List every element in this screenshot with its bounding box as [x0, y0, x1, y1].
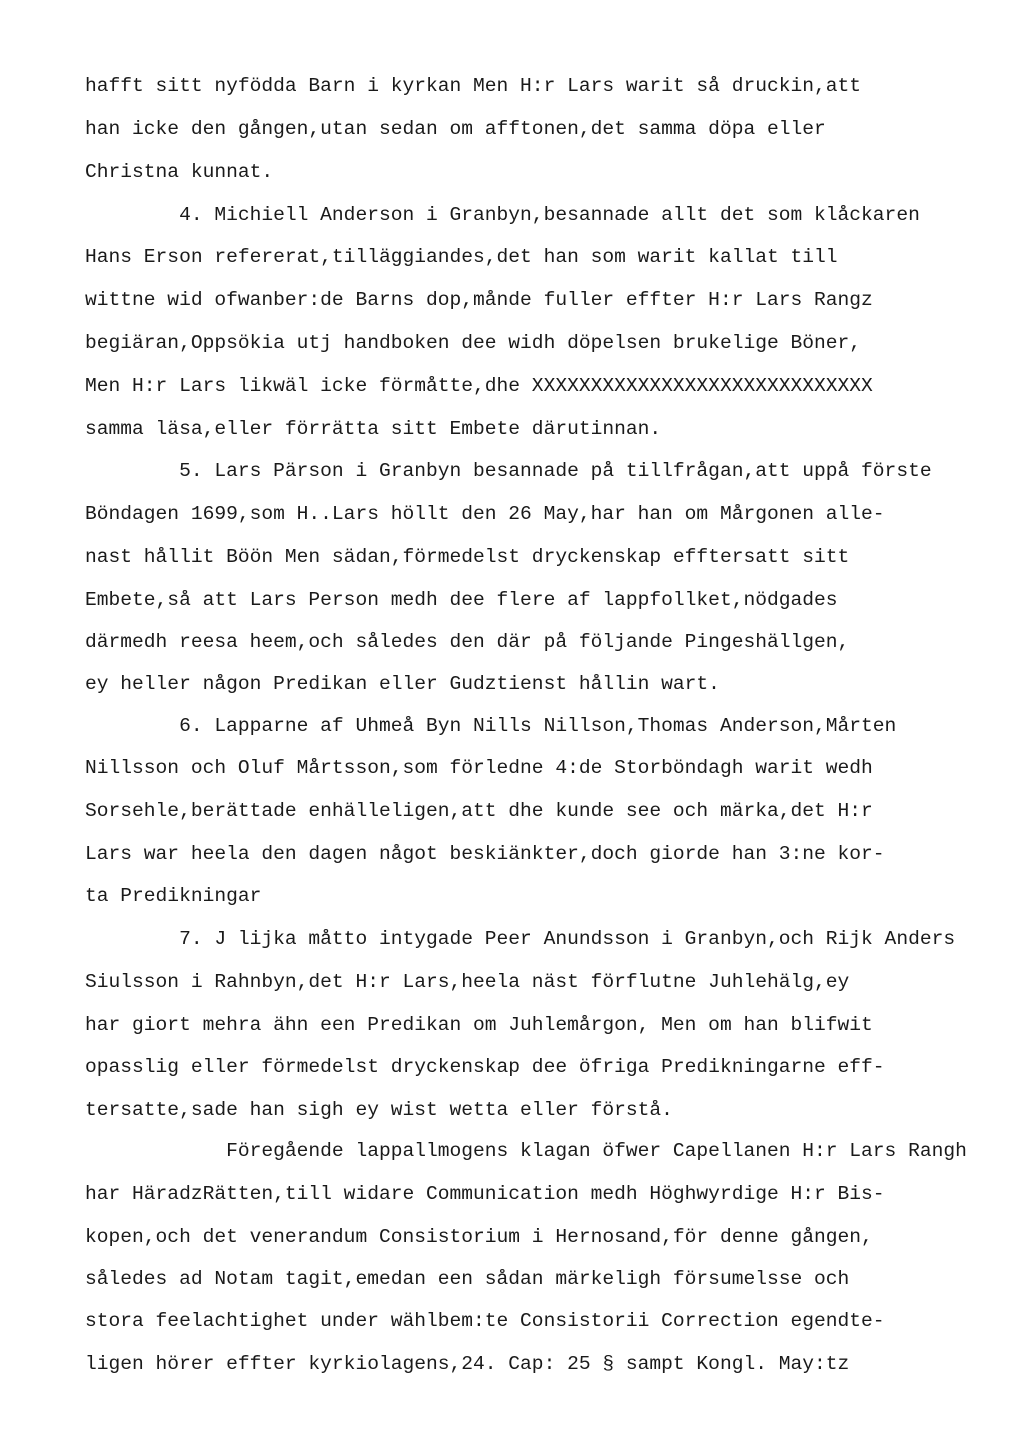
text-line: kopen,och det venerandum Consistorium i Hernosand,för denne gången, [85, 1226, 873, 1248]
text-line: 4. Michiell Anderson i Granbyn,besannade allt det som klåckaren [85, 204, 920, 226]
text-line: 6. Lapparne af Uhmeå Byn Nills Nillson,Thomas Anderson,Mårten [85, 715, 897, 737]
text-line: tersatte,sade han sigh ey wist wetta eller förstå. [85, 1099, 673, 1121]
text-line: Nillsson och Oluf Mårtsson,som förledne 4:de Storböndagh warit wedh [85, 757, 873, 779]
text-line: Embete,så att Lars Person medh dee flere af lappfollket,nödgades [85, 589, 838, 611]
text-line: Christna kunnat. [85, 161, 274, 183]
text-line: ey heller någon Predikan eller Gudztienst hållin wart. [85, 673, 720, 695]
text-line: wittne wid ofwanber:de Barns dop,månde fuller effter H:r Lars Rangz [85, 289, 873, 311]
text-line: Hans Erson refererat,tilläggiandes,det han som warit kallat till [85, 246, 838, 268]
text-line: därmedh reesa heem,och således den där på följande Pingeshällgen, [85, 631, 850, 653]
text-line: Sorsehle,berättade enhälleligen,att dhe kunde see och märka,det H:r [85, 800, 873, 822]
text-line: Föregående lappallmogens klagan öfwer Capellanen H:r Lars Rangh [85, 1140, 967, 1162]
text-line: Siulsson i Rahnbyn,det H:r Lars,heela näst förflutne Juhlehälg,ey [85, 971, 850, 993]
text-line: begiäran,Oppsökia utj handboken dee widh döpelsen brukelige Böner, [85, 332, 862, 354]
text-line: 5. Lars Pärson i Granbyn besannade på tillfrågan,att uppå förste [85, 460, 932, 482]
text-line: nast hållit Böön Men sädan,förmedelst dryckenskap efftersatt sitt [85, 546, 850, 568]
text-line: opasslig eller förmedelst dryckenskap dee öfriga Predikningarne eff- [85, 1056, 885, 1078]
text-line: har HäradzRätten,till widare Communication medh Höghwyrdige H:r Bis- [85, 1183, 885, 1205]
text-line: ta Predikningar [85, 885, 262, 907]
text-line: således ad Notam tagit,emedan een sådan märkeligh försumelsse och [85, 1268, 850, 1290]
text-line: Lars war heela den dagen något beskiänkter,doch giorde han 3:ne kor- [85, 843, 885, 865]
text-line: har giort mehra ähn een Predikan om Juhlemårgon, Men om han blifwit [85, 1014, 873, 1036]
text-line: Men H:r Lars likwäl icke förmåtte,dhe XXXXXXXXXXXXXXXXXXXXXXXXXXXXX [85, 375, 873, 397]
text-line: samma läsa,eller förrätta sitt Embete därutinnan. [85, 418, 662, 440]
text-line: Böndagen 1699,som H..Lars höllt den 26 May,har han om Mårgonen alle- [85, 503, 885, 525]
text-line: hafft sitt nyfödda Barn i kyrkan Men H:r Lars warit så druckin,att [85, 75, 862, 97]
text-line: han icke den gången,utan sedan om afftonen,det samma döpa eller [85, 118, 826, 140]
text-line: stora feelachtighet under wählbem:te Consistorii Correction egendte- [85, 1310, 885, 1332]
text-line: ligen hörer effter kyrkiolagens,24. Cap: 25 § sampt Kongl. May:tz [85, 1353, 850, 1375]
text-line: 7. J lijka måtto intygade Peer Anundsson i Granbyn,och Rijk Anders [85, 928, 956, 950]
